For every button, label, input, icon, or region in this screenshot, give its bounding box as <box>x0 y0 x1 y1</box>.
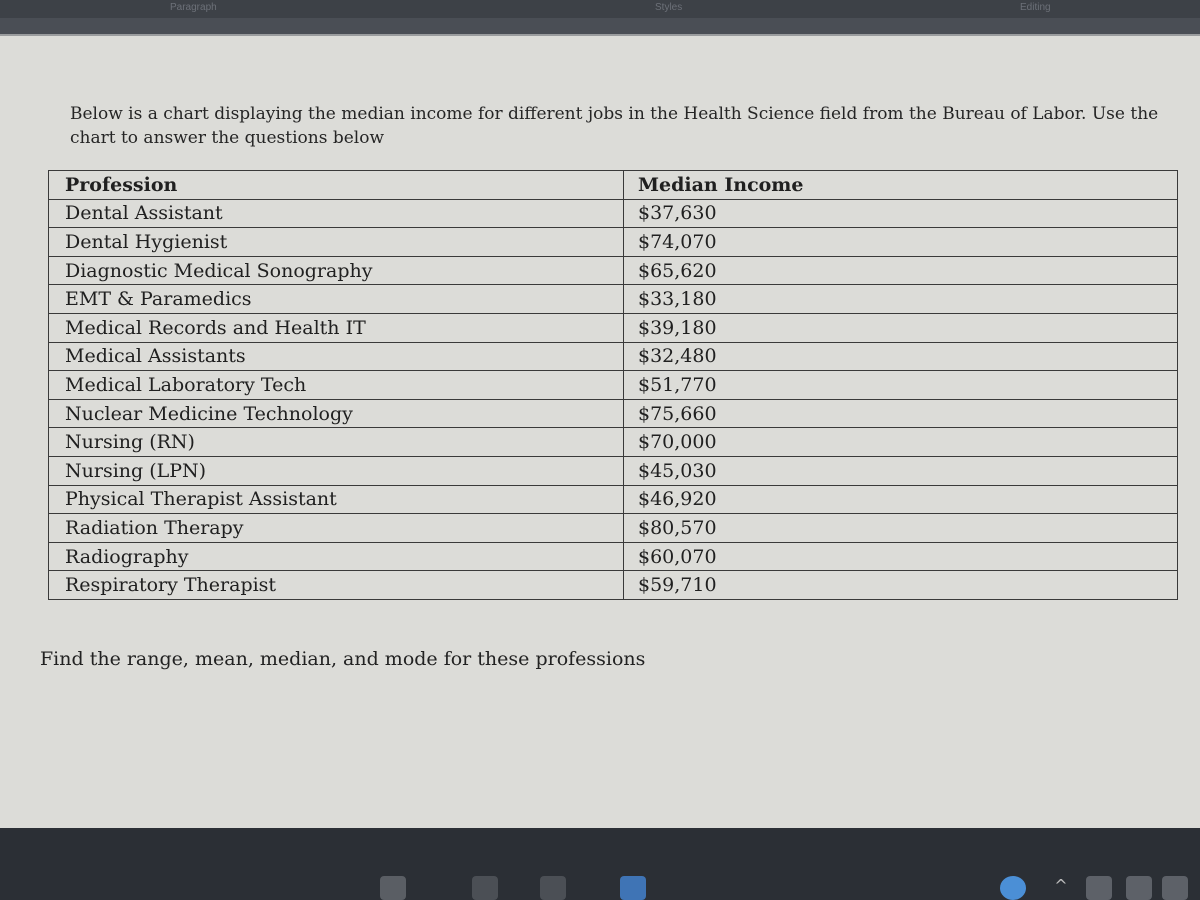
median-income-cell: $65,620 <box>624 256 1178 285</box>
speaker-icon[interactable] <box>1126 876 1152 900</box>
table-row <box>49 342 1178 371</box>
profession-cell: Medical Records and Health IT <box>49 313 624 342</box>
profession-cell: EMT & Paramedics <box>49 285 624 314</box>
profession-cell: Physical Therapist Assistant <box>49 485 624 514</box>
median-income-cell: $75,660 <box>624 399 1178 428</box>
taskbar <box>0 830 1200 900</box>
app-icon[interactable] <box>380 876 406 900</box>
app-icon[interactable] <box>472 876 498 900</box>
profession-cell: Respiratory Therapist <box>49 571 624 600</box>
median-income-cell: $60,070 <box>624 542 1178 571</box>
header-median-income: Median Income <box>624 171 1178 200</box>
median-income-cell: $70,000 <box>624 428 1178 457</box>
chevron-up-icon[interactable]: ^ <box>1054 876 1068 895</box>
table-row <box>49 514 1178 543</box>
median-income-cell: $59,710 <box>624 571 1178 600</box>
median-income-cell: $46,920 <box>624 485 1178 514</box>
document-page[interactable] <box>0 34 1200 828</box>
profession-cell: Nuclear Medicine Technology <box>49 399 624 428</box>
question-text: Find the range, mean, median, and mode for these professions <box>40 648 646 670</box>
profession-cell: Dental Hygienist <box>49 228 624 257</box>
table-header-row <box>49 171 1178 200</box>
help-icon[interactable] <box>1000 876 1026 900</box>
network-icon[interactable] <box>1086 876 1112 900</box>
table-row <box>49 256 1178 285</box>
table-row <box>49 371 1178 400</box>
table-row <box>49 571 1178 600</box>
table-row <box>49 399 1178 428</box>
table-row <box>49 456 1178 485</box>
ribbon-bar <box>0 0 1200 18</box>
table-row <box>49 542 1178 571</box>
median-income-cell: $33,180 <box>624 285 1178 314</box>
app-icon[interactable] <box>620 876 646 900</box>
table-row <box>49 485 1178 514</box>
intro-paragraph: Below is a chart displaying the median income for different jobs in the Health Science field from the Bureau of Labor. Use the chart to answer the questions below <box>70 104 1159 148</box>
profession-cell: Diagnostic Medical Sonography <box>49 256 624 285</box>
table-row <box>49 228 1178 257</box>
median-income-cell: $39,180 <box>624 313 1178 342</box>
profession-cell: Medical Assistants <box>49 342 624 371</box>
profession-cell: Nursing (LPN) <box>49 456 624 485</box>
profession-cell: Dental Assistant <box>49 199 624 228</box>
median-income-cell: $45,030 <box>624 456 1178 485</box>
table-row <box>49 428 1178 457</box>
table-row <box>49 285 1178 314</box>
notification-icon[interactable] <box>1162 876 1188 900</box>
median-income-cell: $51,770 <box>624 371 1178 400</box>
ribbon-group-editing[interactable]: Editing <box>1020 2 1051 13</box>
income-table <box>48 170 1178 600</box>
table-row <box>49 313 1178 342</box>
ribbon-group-styles[interactable]: Styles <box>655 2 683 13</box>
median-income-cell: $37,630 <box>624 199 1178 228</box>
median-income-cell: $32,480 <box>624 342 1178 371</box>
ribbon-group-paragraph[interactable]: Paragraph <box>170 2 217 13</box>
profession-cell: Medical Laboratory Tech <box>49 371 624 400</box>
median-income-cell: $74,070 <box>624 228 1178 257</box>
profession-cell: Radiography <box>49 542 624 571</box>
profession-cell: Radiation Therapy <box>49 514 624 543</box>
table-row <box>49 199 1178 228</box>
median-income-cell: $80,570 <box>624 514 1178 543</box>
profession-cell: Nursing (RN) <box>49 428 624 457</box>
header-profession: Profession <box>49 171 624 200</box>
app-icon[interactable] <box>540 876 566 900</box>
